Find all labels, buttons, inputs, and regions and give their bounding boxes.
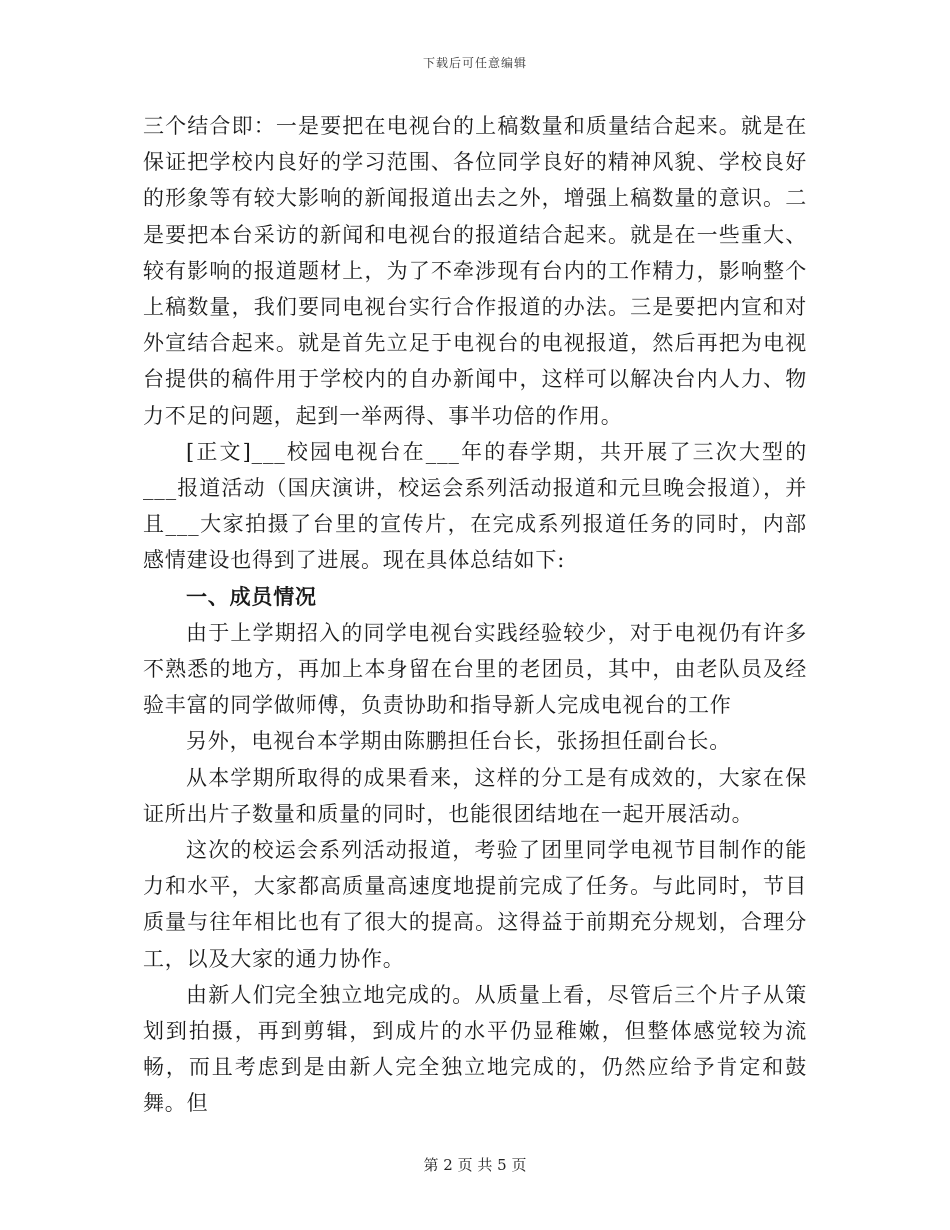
paragraph-members-experience: 由于上学期招入的同学电视台实践经验较少，对于电视仍有许多不熟悉的地方，再加上本身留在台里的老团员，其中，由老队员及经验丰富的同学做师傅，负责协助和指导新人完成电视台的工作	[143, 620, 807, 718]
paragraph-sports-meet-report: 这次的校运会系列活动报道，考验了团里同学电视节目制作的能力和水平，大家都高质量高速度地提前完成了任务。与此同时，节目质量与往年相比也有了很大的提高。这得益于前期充分规划，合理分工，以及大家的通力协作。	[143, 838, 807, 971]
paragraph-division-results: 从本学期所取得的成果看来，这样的分工是有成效的，大家在保证所出片子数量和质量的同时，也能很团结地在一起开展活动。	[143, 765, 807, 826]
document-body	[143, 108, 807, 1122]
paragraph-leadership: 另外，电视台本学期由陈鹏担任台长，张扬担任副台长。	[186, 729, 731, 754]
paragraph-newcomers-work: 由新人们完全独立地完成的。从质量上看，尽管后三个片子从策划到拍摄，再到剪辑，到成片的水平仍显稚嫩，但整体感觉较为流畅，而且考虑到是由新人完全独立地完成的，仍然应给予肯定和鼓舞。但	[143, 982, 807, 1116]
section-heading-members: 一、成员情况	[186, 584, 317, 609]
page-number: 第 2 页 共 5 页	[423, 1156, 527, 1174]
page-header: 下载后可任意编辑	[422, 56, 527, 70]
paragraph-main-intro: [正文]___校园电视台在___年的春学期，共开展了三次大型的___报道活动（国庆演讲，校运会系列活动报道和元旦晚会报道），并且___大家拍摄了台里的宣传片，在完成系列报道任务的同时，内部感情建设也得到了进展。现在具体总结如下:	[143, 439, 807, 573]
paragraph-three-combinations: 三个结合即：一是要把在电视台的上稿数量和质量结合起来。就是在保证把学校内良好的学习范围、各位同学良好的精神风貌、学校良好的形象等有较大影响的新闻报道出去之外，增强上稿数量的意识。二是要把本台采访的新闻和电视台的报道结合起来。就是在一些重大、较有影响的报道题材上，为了不牵涉现有台内的工作精力，影响整个上稿数量，我们要同电视台实行合作报道的办法。三是要把内宣和对外宣结合起来。就是首先立足于电视台的电视报道，然后再把为电视台提供的稿件用于学校内的自办新闻中，这样可以解决台内人力、物力不足的问题，起到一举两得、事半功倍的作用。	[143, 114, 807, 428]
